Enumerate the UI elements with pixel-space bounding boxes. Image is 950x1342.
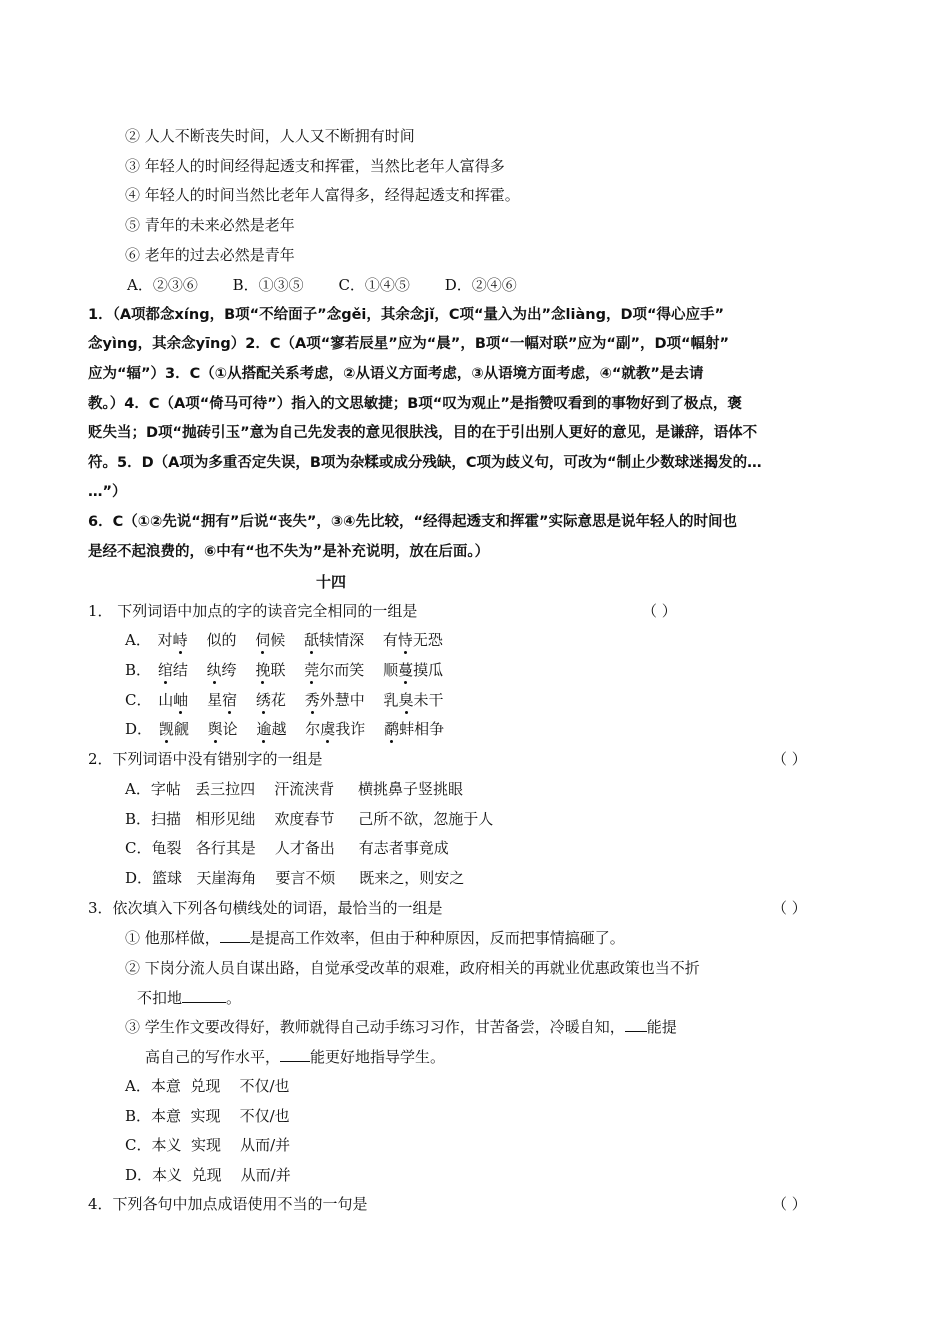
term: 莞尔而笑 — [304, 661, 365, 679]
term: 纨绔 — [206, 661, 237, 679]
q3-option: D．本义 兑现 从而/并 — [125, 1166, 291, 1184]
q3-sentence-2: ② 下岗分流人员自谋出路，自觉承受改革的艰难，政府相关的再就业优惠政策也当不折 — [125, 959, 700, 977]
section-title: 十四 — [316, 573, 347, 591]
top-option: ② 人人不断丧失时间，人人又不断拥有时间 — [125, 127, 415, 145]
q3-option: B．本意 实现 不仅/也 — [125, 1107, 290, 1125]
q3-sentence-3-cont: 高自己的写作水平， 能更好地指导学生。 — [145, 1048, 446, 1066]
answer-line: 应为“辐”）3．C（①从搭配关系考虑，②从语义方面考虑，③从语境方面考虑，④“就教”是去请 — [88, 366, 704, 382]
top-option: ③ 年轻人的时间经得起透支和挥霍，当然比老年人富得多 — [125, 157, 505, 175]
term: 秀外慧中 — [304, 691, 365, 709]
term: 顺蔓摸瓜 — [383, 661, 444, 679]
term: 乳臭未干 — [383, 691, 444, 709]
answer-paren: （ ） — [642, 602, 677, 620]
term: 舆论 — [207, 720, 238, 738]
q1-option-a: A． 对峙 似的 伺候 舐犊情深 有恃无恐 — [125, 631, 443, 649]
term: 绣花 — [255, 691, 286, 709]
q3-sentence-2-cont: 不扣地 。 — [137, 989, 242, 1007]
question-4-stem: 4．下列各句中加点成语使用不当的一句是 — [88, 1195, 368, 1213]
top-option: ④ 年轻人的时间当然比老年人富得多，经得起透支和挥霍。 — [125, 186, 520, 204]
top-option: ⑥ 老年的过去必然是青年 — [125, 246, 295, 264]
question-1-stem: 1． 下列词语中加点的字的读音完全相同的一组是 — [88, 602, 418, 620]
term: 山岫 — [158, 691, 189, 709]
term: 觊觎 — [158, 720, 189, 738]
top-option: ⑤ 青年的未来必然是老年 — [125, 216, 295, 234]
choice-b: B．①③⑤ — [232, 276, 304, 294]
answer-line: 教。）4．C（A项“倚马可待”）指入的文思敏捷；B项“叹为观止”是指赞叹看到的事物好到了极点，褒 — [88, 396, 742, 412]
term: 似的 — [206, 631, 237, 649]
answer-line: 6．C（①②先说“拥有”后说“丧失”，③④先比较，“经得起透支和挥霍”实际意思是说年轻人的时间也 — [88, 514, 738, 530]
answer-line: 是经不起浪费的，⑥中有“也不失为”是补充说明，放在后面。） — [88, 544, 490, 560]
q3-sentence-1: ① 他那样做， 是提高工作效率，但由于种种原因，反而把事情搞砸了。 — [125, 929, 625, 947]
q3-option: A．本意 兑现 不仅/也 — [125, 1077, 290, 1095]
fill-blank — [625, 1017, 647, 1032]
term: 舐犊情深 — [304, 631, 365, 649]
choice-c: C．①④⑤ — [338, 276, 410, 294]
term: 有恃无恐 — [382, 631, 443, 649]
question-3-stem: 3．依次填入下列各句横线处的词语，最恰当的一组是 — [88, 899, 443, 917]
answer-paren: （ ） — [772, 1195, 807, 1213]
fill-blank — [280, 1047, 310, 1062]
q2-option: A．字帖 丢三拉四 汗流浃背 横挑鼻子竖挑眼 — [125, 780, 464, 798]
q1-option-b: B． 绾结 纨绔 挽联 莞尔而笑 顺蔓摸瓜 — [125, 661, 444, 679]
q2-option: B．扫描 相形见绌 欢度春节 己所不欲，忽施于人 — [125, 810, 494, 828]
answer-paren: （ ） — [772, 899, 807, 917]
answer-line: 贬失当；D项“抛砖引玉”意为自己先发表的意见很肤浅，目的在于引出别人更好的意见，是谦辞，语体不 — [88, 425, 758, 441]
q1-option-c: C． 山岫 星宿 绣花 秀外慧中 乳臭未干 — [125, 691, 444, 709]
answer-line: 1．（A项都念xíng，B项“不给面子”念gěi，其余念jǐ，C项“量入为出”念liàng，D项“得心应手” — [88, 307, 725, 323]
q2-option: D．篮球 天崖海角 要言不烦 既来之，则安之 — [125, 869, 465, 887]
question-2-stem: 2．下列词语中没有错别字的一组是 — [88, 750, 323, 768]
answer-line: 符。5．D（A项为多重否定失误，B项为杂糅或成分残缺，C项为歧义句，可改为“制止少数球迷揭发的… — [88, 455, 762, 471]
q3-option: C．本义 实现 从而/并 — [125, 1136, 291, 1154]
choice-d: D．②④⑥ — [444, 276, 517, 294]
term: 逾越 — [256, 720, 287, 738]
answer-paren: （ ） — [772, 750, 807, 768]
term: 挽联 — [255, 661, 286, 679]
term: 尔虞我诈 — [305, 720, 366, 738]
q2-option: C．龟裂 各行其是 人才备出 有志者事竟成 — [125, 839, 449, 857]
q3-sentence-3: ③ 学生作文要改得好，教师就得自己动手练习习作，甘苦备尝，冷暖自知， 能提 — [125, 1018, 677, 1036]
top-choices — [127, 275, 517, 295]
fill-blank — [182, 988, 226, 1003]
q1-option-d: D． 觊觎 舆论 逾越 尔虞我诈 鹬蚌相争 — [125, 720, 445, 738]
answer-line: 念yìng，其余念yīng）2．C（A项“寥若辰星”应为“晨”，B项“一幅对联”应为“副”，D项“幅射” — [88, 336, 730, 352]
term: 绾结 — [157, 661, 188, 679]
term: 星宿 — [207, 691, 238, 709]
answer-line: …”） — [88, 484, 127, 500]
choice-a: A．②③⑥ — [127, 276, 198, 294]
term: 伺候 — [255, 631, 286, 649]
term: 鹬蚌相争 — [384, 720, 445, 738]
term: 对峙 — [157, 631, 188, 649]
fill-blank — [220, 928, 250, 943]
